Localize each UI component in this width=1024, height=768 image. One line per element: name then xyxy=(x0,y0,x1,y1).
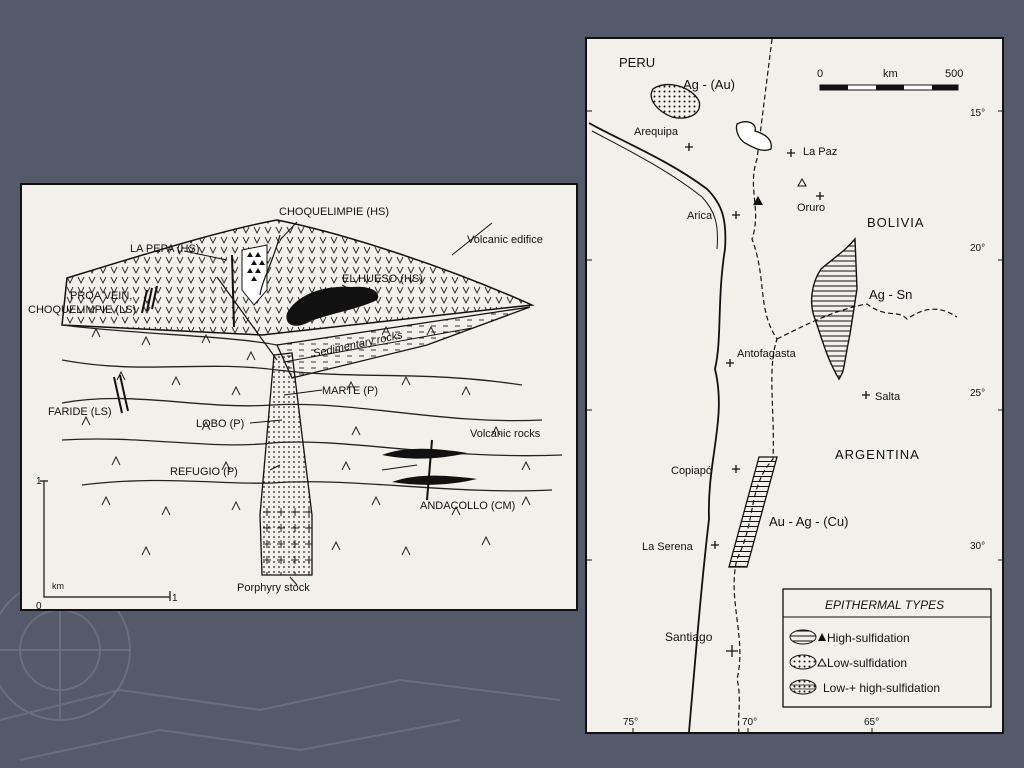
country-argentina: ARGENTINA xyxy=(835,447,920,462)
label-choquelimpie-hs: CHOQUELIMPIE (HS) xyxy=(279,206,390,218)
label-choquelimpie-ls: CHOQUELIMPIE (LS) xyxy=(28,304,137,316)
city-salta: Salta xyxy=(875,391,901,403)
city-antofagasta: Antofagasta xyxy=(737,348,796,360)
deposit-au-ag-cu: Au - Ag - (Cu) xyxy=(769,514,849,529)
legend-title: EPITHERMAL TYPES xyxy=(825,598,945,612)
legend-low-high-sulfidation: Low-+ high-sulfidation xyxy=(823,681,941,695)
zone-au-ag-cu xyxy=(729,457,777,567)
map-scale-bar xyxy=(820,85,958,90)
zone-ag-sn xyxy=(812,239,857,379)
label-faride: FARIDE (LS) xyxy=(48,406,112,418)
latitude-15: 15° xyxy=(970,108,986,119)
map-figure xyxy=(587,39,1002,732)
label-lobo: LOBO (P) xyxy=(196,418,245,430)
city-la-serena: La Serena xyxy=(642,541,693,553)
volcano-low-sulfidation xyxy=(798,179,806,186)
legend-low-sulfidation: Low-sulfidation xyxy=(827,656,908,670)
longitude-75: 75° xyxy=(623,717,639,728)
andacollo-lens-1 xyxy=(382,449,467,459)
map-scale-max: 500 xyxy=(945,68,964,80)
latitude-30: 30° xyxy=(970,541,986,552)
latitude-25: 25° xyxy=(970,388,986,399)
label-volcanic-rocks: Volcanic rocks xyxy=(470,428,541,440)
cross-section-panel xyxy=(20,183,578,611)
scale-label-zero: 0 xyxy=(36,601,42,609)
scale-label-top: 1 xyxy=(36,476,42,487)
longitude-70: 70° xyxy=(742,717,758,728)
city-arequipa: Arequipa xyxy=(634,126,679,138)
lake-titicaca xyxy=(736,122,771,151)
city-oruro: Oruro xyxy=(797,202,826,214)
scale-label-unit: km xyxy=(52,581,64,591)
map-panel xyxy=(585,37,1004,734)
latitude-20: 20° xyxy=(970,243,986,254)
border-bolivia-argentina xyxy=(777,304,957,339)
label-marte: MARTE (P) xyxy=(322,385,379,397)
label-la-pepa: LA PEPA (HS) xyxy=(130,243,200,255)
label-andacollo: ANDACOLLO (CM) xyxy=(420,500,516,512)
city-markers xyxy=(685,143,870,657)
map-scale-unit: km xyxy=(883,68,898,80)
country-bolivia: BOLIVIA xyxy=(867,215,925,230)
deposit-ag-sn: Ag - Sn xyxy=(869,287,913,302)
label-refugio: REFUGIO (P) xyxy=(170,466,238,478)
cross-section-figure xyxy=(22,185,576,609)
city-arica: Arica xyxy=(687,210,713,222)
city-santiago: Santiago xyxy=(665,630,713,644)
scale-label-right: 1 xyxy=(172,593,178,604)
label-sedimentary-rocks: Sedimentary rocks xyxy=(312,329,404,360)
label-porphyry-stock: Porphyry stock xyxy=(237,582,310,594)
label-volcanic-edifice: Volcanic edifice xyxy=(467,234,543,246)
country-peru: PERU xyxy=(619,55,656,70)
label-proa-vein: PROA VEIN, xyxy=(70,290,133,302)
city-copiapo: Copiapó xyxy=(671,465,712,477)
legend-high-sulfidation: High-sulfidation xyxy=(827,631,910,645)
andacollo-lens-2 xyxy=(392,476,477,485)
label-el-hueso: EL HUESO (HS) xyxy=(342,273,423,285)
longitude-65: 65° xyxy=(864,717,880,728)
deposit-ag-au: Ag - (Au) xyxy=(683,77,736,92)
map-scale-zero: 0 xyxy=(817,68,824,80)
city-la-paz: La Paz xyxy=(803,146,838,158)
